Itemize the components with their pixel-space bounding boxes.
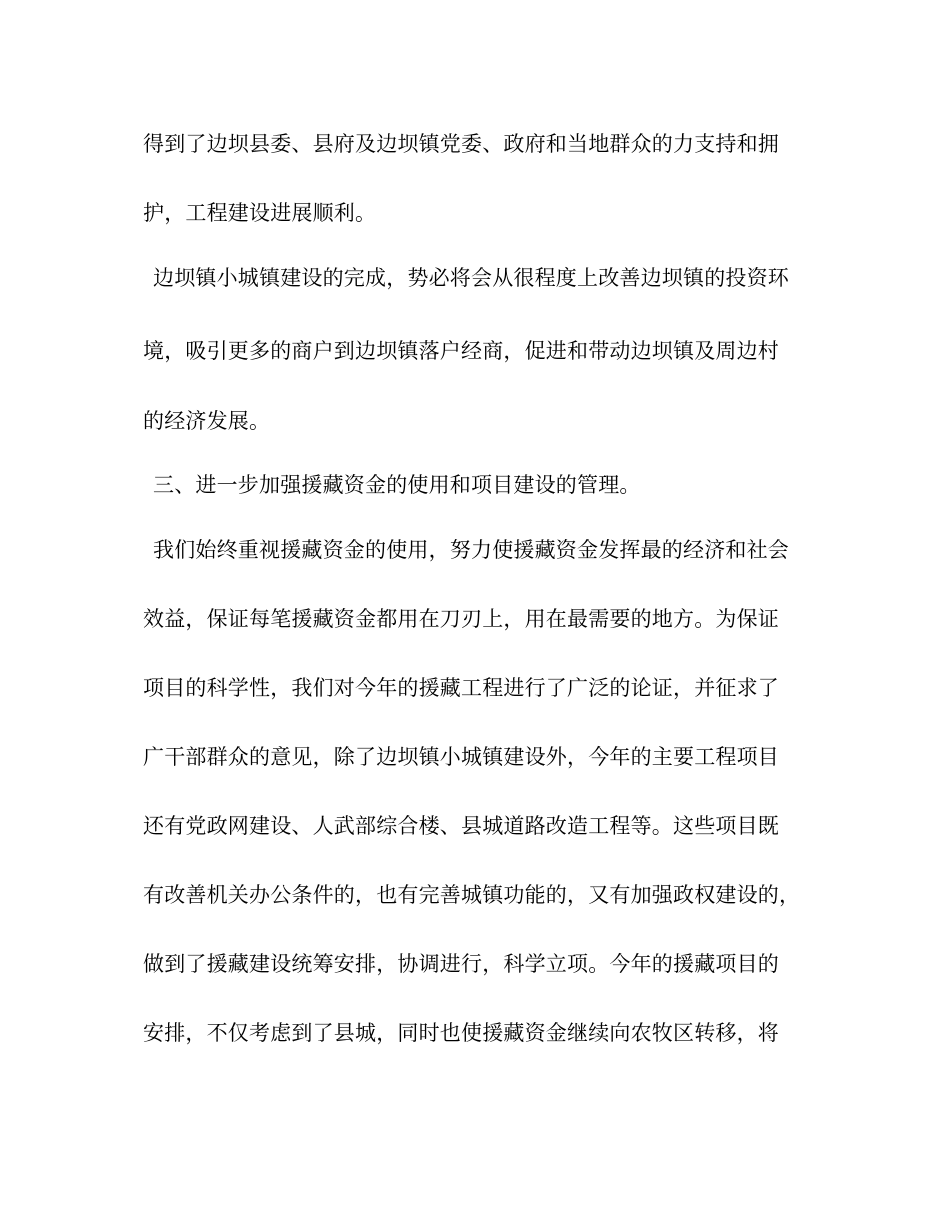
text-line-3: 边坝镇小城镇建设的完成，势必将会从很程度上改善边坝镇的投资环: [153, 266, 789, 290]
text-line-14: 安排，不仅考虑到了县城，同时也使援藏资金继续向农牧区转移，将: [143, 1021, 779, 1045]
section-heading: 三、进一步加强援藏资金的使用和项目建设的管理。: [153, 473, 641, 497]
text-line-5: 的经济发展。: [143, 409, 271, 433]
text-line-12: 有改善机关办公条件的，也有完善城镇功能的，又有加强政权建设的，: [143, 883, 801, 907]
text-line-9: 项目的科学性，我们对今年的援藏工程进行了广泛的论证，并征求了: [143, 676, 779, 700]
text-line-10: 广干部群众的意见，除了边坝镇小城镇建设外，今年的主要工程项目: [143, 745, 779, 769]
text-line-7: 我们始终重视援藏资金的使用，努力使援藏资金发挥最的经济和社会: [153, 538, 789, 562]
text-line-8: 效益，保证每笔援藏资金都用在刀刃上，用在最需要的地方。为保证: [143, 607, 779, 631]
text-line-13: 做到了援藏建设统筹安排，协调进行，科学立项。今年的援藏项目的: [143, 952, 779, 976]
text-line-4: 境，吸引更多的商户到边坝镇落户经商，促进和带动边坝镇及周边村: [143, 339, 779, 363]
text-line-2: 护，工程建设进展顺利。: [143, 201, 377, 225]
text-line-11: 还有党政网建设、人武部综合楼、县城道路改造工程等。这些项目既: [143, 814, 779, 838]
text-line-1: 得到了边坝县委、县府及边坝镇党委、政府和当地群众的力支持和拥: [143, 132, 779, 156]
